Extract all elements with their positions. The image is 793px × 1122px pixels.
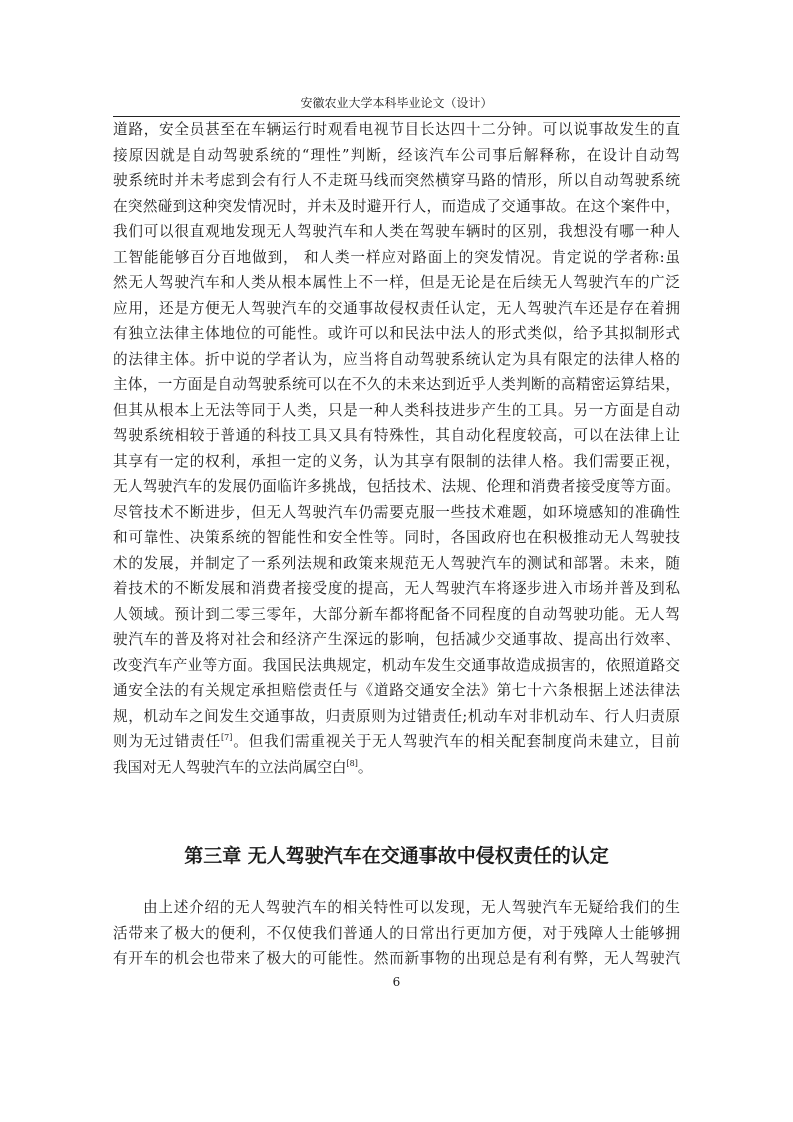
text-line: 道路，安全员甚至在车辆运行时观看电视节目长达四十二分钟。可以说事故发生的直 — [113, 121, 680, 138]
citation-7[interactable]: [7] — [221, 733, 233, 743]
text-line: 接原因就是自动驾驶系统的“理性”判断，经该汽车公司事后解释称，在设计自动驾 — [113, 146, 680, 164]
text-line: 有开车的机会也带来了极大的可能性。然而新事物的出现总是有利有弊，无人驾驶汽 — [113, 950, 680, 967]
text-line: 应用，还是方便无人驾驶汽车的交通事故侵权责任认定，无人驾驶汽车还是存在着拥 — [113, 299, 680, 317]
citation-8[interactable]: [8] — [346, 758, 358, 768]
text-line: 改变汽车产业等方面。我国民法典规定，机动车发生交通事故造成损害的，依照道路交 — [113, 656, 680, 674]
text-line: 通安全法的有关规定承担赔偿责任与《道路交通安全法》第七十六条根据上述法律法 — [113, 682, 680, 699]
text-line: 活带来了极大的便利，不仅使我们普通人的日常出行更加方便，对于残障人士能够拥 — [113, 924, 680, 942]
text-line: 驾驶系统相较于普通的科技工具又具有特殊性，其自动化程度较高，可以在法律上让 — [113, 427, 680, 444]
text-line: 的法律主体。折中说的学者认为，应当将自动驾驶系统认定为具有限定的法律人格的 — [113, 350, 680, 368]
text-line — [113, 755, 680, 781]
chapter-heading: 第三章 无人驾驶汽车在交通事故中侵权责任的认定 — [184, 845, 609, 867]
running-header: 安徽农业大学本科毕业论文（设计） — [300, 96, 493, 110]
text-line — [113, 729, 680, 755]
text-line: 驶系统时并未考虑到会有行人不走斑马线而突然横穿马路的情形，所以自动驾驶系统 — [113, 172, 680, 189]
text-segment: 我国对无人驾驶汽车的立法尚属空白 — [113, 758, 347, 776]
page-number: 6 — [392, 975, 401, 989]
text-line: 然无人驾驶汽车和人类从根本属性上不一样，但是无论是在后续无人驾驶汽车的广泛 — [113, 274, 680, 291]
text-line: 人领域。预计到二零三零年，大部分新车都将配备不同程度的自动驾驶功能。无人驾 — [113, 605, 680, 623]
text-line: 无人驾驶汽车的发展仍面临许多挑战，包括技术、法规、伦理和消费者接受度等方面。 — [113, 478, 680, 495]
text-line: 由上述介绍的无人驾驶汽车的相关特性可以发现，无人驾驶汽车无疑给我们的生 — [143, 899, 680, 916]
text-line: 工智能能够百分百地做到， 和人类一样应对路面上的突发情况。肯定说的学者称:虽 — [113, 248, 680, 266]
text-segment: 。 — [357, 758, 373, 776]
text-line: 但其从根本上无法等同于人类，只是一种人类科技进步产生的工具。另一方面是自动 — [113, 401, 680, 419]
text-line: 着技术的不断发展和消费者接受度的提高，无人驾驶汽车将逐步进入市场并普及到私 — [113, 580, 680, 597]
text-line: 有独立法律主体地位的可能性。或许可以和民法中法人的形式类似，给予其拟制形式 — [113, 325, 680, 342]
text-line: 主体，一方面是自动驾驶系统可以在不久的未来达到近乎人类判断的高精密运算结果， — [113, 376, 680, 393]
text-line: 在突然碰到这种突发情况时，并未及时避开行人，而造成了交通事故。在这个案件中， — [113, 197, 680, 215]
text-line: 尽管技术不断进步，但无人驾驶汽车仍需要克服一些技术难题，如环境感知的准确性 — [113, 503, 680, 521]
text-segment: 则为无过错责任 — [113, 733, 222, 750]
text-line: 术的发展，并制定了一系列法规和政策来规范无人驾驶汽车的测试和部署。未来，随 — [113, 554, 680, 572]
text-line: 规，机动车之间发生交通事故，归责原则为过错责任;机动车对非机动车、行人归责原 — [113, 707, 680, 725]
text-line: 和可靠性、决策系统的智能性和安全性等。同时，各国政府也在积极推动无人驾驶技 — [113, 529, 680, 546]
body-paragraph-1 — [113, 117, 680, 780]
text-line: 其享有一定的权利，承担一定的义务，认为其享有限制的法律人格。我们需要正视， — [113, 452, 680, 470]
text-line: 驶汽车的普及将对社会和经济产生深远的影响，包括减少交通事故、提高出行效率、 — [113, 631, 680, 648]
text-segment: 。但我们需重视关于无人驾驶汽车的相关配套制度尚未建立，目前 — [232, 733, 680, 750]
body-paragraph-2 — [113, 895, 680, 972]
text-line: 我们可以很直观地发现无人驾驶汽车和人类在驾驶车辆时的区别，我想没有哪一种人 — [113, 223, 680, 240]
